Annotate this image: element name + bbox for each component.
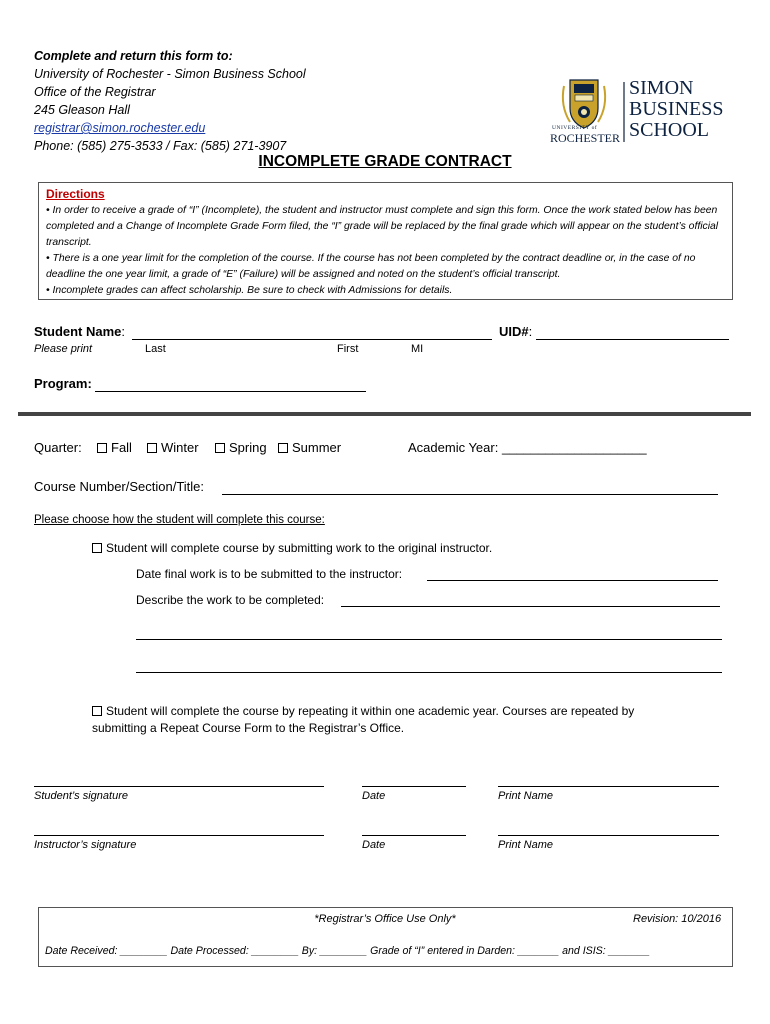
checkbox-icon[interactable] [215,443,225,453]
student-date-caption: Date [362,790,386,802]
simon-business-school-logo [548,78,730,146]
instructor-print-name-field[interactable] [498,835,719,836]
page-title: INCOMPLETE GRADE CONTRACT [258,153,512,170]
program-field[interactable] [95,391,366,392]
describe-work-line-2[interactable] [136,639,722,640]
instructor-signature-field[interactable] [34,835,324,836]
checkbox-icon[interactable] [97,443,107,453]
student-print-name-field[interactable] [498,786,719,787]
directions-box [38,182,733,300]
quarter-option-winter[interactable]: Winter [147,440,199,455]
uid-field[interactable] [536,339,729,340]
logo-rochester: ROCHESTER [550,131,621,145]
course-field[interactable] [222,494,718,495]
date-final-work-label: Date final work is to be submitted to the instructor: [136,567,403,581]
date-final-work-field[interactable] [427,580,718,581]
option-submit-work[interactable]: Student will complete course by submitting work to the original instructor. [92,541,492,555]
revision-date: Revision: 10/2016 [633,913,722,925]
instructor-date-caption: Date [362,839,386,851]
logo-simon: SIMON [629,77,694,99]
last-name-caption: Last [145,343,166,355]
logo-school: SCHOOL [629,119,710,141]
directions-heading: Directions [46,187,105,201]
directions-bullet-3: • Incomplete grades can affect scholarship. Be sure to check with Admissions for details. [46,285,453,296]
student-signature-caption: Student’s signature [34,790,128,802]
checkbox-icon[interactable] [92,706,102,716]
logo-school-name [629,78,723,141]
registrar-email-link[interactable]: registrar@simon.rochester.edu [34,121,206,135]
instructor-signature-caption: Instructor’s signature [34,839,137,851]
instructor-print-name-caption: Print Name [498,839,554,851]
program-label: Program: [34,376,92,391]
student-name-field[interactable] [132,339,492,340]
academic-year-field[interactable]: Academic Year: ____________________ [408,440,647,455]
option-repeat-course-cont: submitting a Repeat Course Form to the Registrar’s Office. [92,721,405,735]
section-divider [18,412,751,416]
registrar-use-only: *Registrar’s Office Use Only* [314,913,456,925]
describe-work-line-3[interactable] [136,672,722,673]
quarter-option-summer[interactable]: Summer [278,440,341,455]
logo-university-of: UNIVERSITY of [552,125,598,131]
first-name-caption: First [337,343,359,355]
address-line-3: 245 Gleason Hall [34,103,130,117]
student-date-field[interactable] [362,786,466,787]
quarter-option-spring[interactable]: Spring [215,440,267,455]
quarter-option-fall[interactable]: Fall [97,440,132,455]
checkbox-icon[interactable] [147,443,157,453]
uid-label: UID#: [499,324,533,339]
instructor-date-field[interactable] [362,835,466,836]
student-name-label: Student Name: [34,324,126,339]
option-repeat-course[interactable]: Student will complete the course by repeating it within one academic year. Courses are repeated by [92,704,634,718]
return-label: Complete and return this form to: [34,49,233,63]
student-print-name-caption: Print Name [498,790,554,802]
student-signature-field[interactable] [34,786,324,787]
phone-fax: Phone: (585) 275-3533 / Fax: (585) 271-3907 [34,139,287,153]
address-line-1: University of Rochester - Simon Business School [34,67,306,81]
checkbox-icon[interactable] [92,543,102,553]
address-line-2: Office of the Registrar [34,85,156,99]
checkbox-icon[interactable] [278,443,288,453]
logo-business: BUSINESS [629,98,724,120]
directions-bullet-2: • There is a one year limit for the completion of the course. If the course has not been completed by the contract deadline or, in the case of no deadline the one year limit, a grade of “E” (Failure) will be assigned and noted on the student’s official transcript. [46,253,696,280]
describe-work-field[interactable] [341,606,720,607]
quarter-label: Quarter: [34,440,82,455]
middle-initial-caption: MI [411,343,424,355]
please-print-note: Please print [34,343,93,355]
course-label: Course Number/Section/Title: [34,479,205,494]
directions-bullet-1: • In order to receive a grade of “I” (Incomplete), the student and instructor must complete and sign this form. Once the work stated below has been completed and a Change of Incomplete Grade Form filed, the “I” grade will be replaced by the final grade which will appear on the student’s official transcript. [46,205,719,248]
registrar-processing-fields[interactable]: Date Received: ________ Date Processed: ________ By: ________ Grade of “I” entered in Darden: _______ and ISIS: _______ [45,945,650,957]
completion-prompt: Please choose how the student will complete this course: [34,514,325,526]
return-address-block [34,47,306,155]
describe-work-label: Describe the work to be completed: [136,593,325,607]
